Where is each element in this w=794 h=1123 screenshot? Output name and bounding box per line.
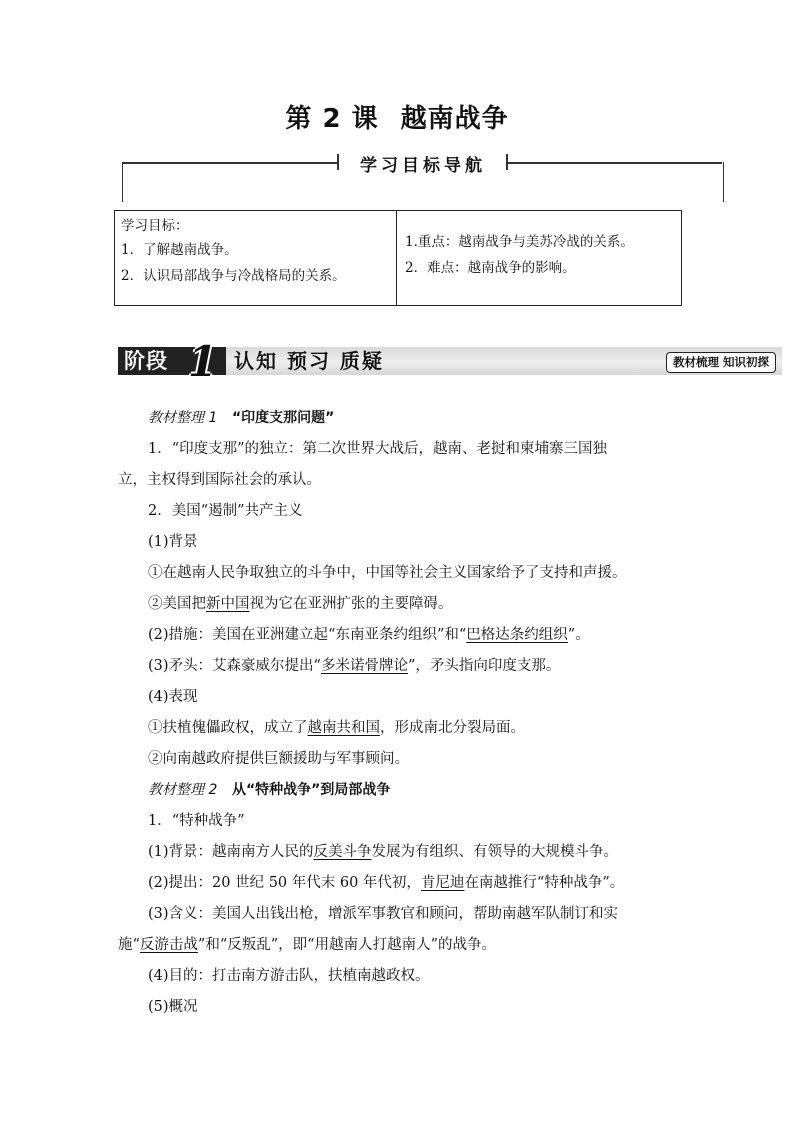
paragraph: 2．美国“遏制”共产主义 — [148, 503, 303, 519]
lesson-number: 第 2 课 — [285, 104, 379, 134]
key-term: 越南共和国 — [307, 720, 380, 736]
section-title: “印度支那问题” — [231, 410, 335, 426]
text-run: ①扶植傀儡政权，成立了 — [148, 720, 308, 736]
paragraph: ②向南越政府提供巨额援助与军事顾问。 — [148, 751, 409, 767]
key-term: 反美斗争 — [313, 844, 372, 860]
text-run: ②美国把 — [148, 596, 206, 612]
key-point: 1.重点：越南战争与美苏冷战的关系。 — [405, 234, 634, 250]
paragraph: (4)目的：打击南方游击队，扶植南越政权。 — [148, 968, 430, 984]
paragraph: 1．“特种战争” — [148, 813, 245, 829]
paragraph: (4)表现 — [148, 689, 198, 705]
section-label: 教材整理 1 — [148, 410, 218, 426]
paragraph — [118, 868, 678, 899]
section-title: 从“特种战争”到局部战争 — [231, 782, 391, 798]
text-run: (3)矛头：艾森豪威尔提出“ — [148, 658, 321, 674]
section-label: 教材整理 2 — [148, 782, 218, 798]
text-run: ”，矛头指向印度支那。 — [407, 658, 561, 674]
section2-heading — [118, 775, 678, 806]
goals-right-cell — [397, 211, 681, 305]
nav-divider-right — [508, 162, 722, 164]
goal-item: 2．认识局部战争与冷战格局的关系。 — [121, 268, 346, 284]
nav-label: 学习目标导航 — [360, 156, 486, 176]
content-body — [118, 403, 678, 1023]
paragraph — [118, 651, 678, 682]
text-run: ，形成南北分裂局面。 — [380, 720, 525, 736]
text-run: (2)提出：20 世纪 50 年代末 60 年代初， — [148, 875, 421, 891]
goals-heading: 学习目标： — [121, 218, 189, 234]
paragraph — [118, 620, 678, 651]
text-run: 视为它在亚洲扩张的主要障碍。 — [249, 596, 453, 612]
paragraph — [118, 713, 678, 744]
key-term: 肯尼迪 — [420, 875, 465, 891]
text-run: ”和“反叛乱”，即“用越南人打越南人”的战争。 — [197, 937, 496, 953]
text-run: ”。 — [567, 627, 590, 643]
key-term: 反游击战 — [139, 937, 198, 953]
goals-left-cell — [115, 211, 397, 305]
nav-divider-left — [122, 162, 337, 164]
nav-tick-right — [506, 154, 508, 170]
text-run: 在南越推行“特种战争”。 — [464, 875, 625, 891]
text-run: 发展为有组织、有领导的大规模斗争。 — [371, 844, 619, 860]
paragraph: 1．“印度支那”的独立：第二次世界大战后，越南、老挝和柬埔寨三国独 — [148, 441, 608, 457]
stage-number: 1 — [188, 337, 218, 386]
paragraph — [118, 930, 678, 961]
paragraph: ①在越南人民争取独立的斗争中，中国等社会主义国家给予了支持和声援。 — [148, 565, 627, 581]
difficulty-point: 2．难点：越南战争的影响。 — [405, 260, 576, 276]
stage-word: 阶段 — [124, 349, 168, 373]
key-term: 新中国 — [206, 596, 250, 612]
text-run: (2)措施：美国在亚洲建立起“东南亚条约组织”和“ — [148, 627, 467, 643]
key-term: 巴格达条约组织 — [466, 627, 568, 643]
paragraph: (1)背景 — [148, 534, 198, 550]
goals-table — [114, 210, 682, 306]
stage-banner — [118, 337, 782, 386]
nav-tick-left — [337, 154, 339, 170]
stage-title: 认知 预习 质疑 — [234, 349, 384, 373]
lesson-title — [0, 98, 794, 135]
paragraph: 立，主权得到国际社会的承认。 — [118, 472, 321, 488]
stage-tag: 教材梳理 知识初探 — [666, 352, 776, 373]
section1-heading — [118, 403, 678, 434]
lesson-name: 越南战争 — [400, 104, 509, 134]
goal-item: 1．了解越南战争。 — [121, 242, 238, 258]
paragraph: (3)含义：美国人出钱出枪，增派军事教官和顾问，帮助南越军队制订和实 — [148, 906, 619, 922]
key-term: 多米诺骨牌论 — [320, 658, 408, 674]
paragraph — [118, 837, 678, 868]
text-run: (1)背景：越南南方人民的 — [148, 844, 314, 860]
text-run: 施“ — [118, 937, 140, 953]
paragraph: (5)概况 — [148, 999, 198, 1015]
paragraph — [118, 589, 678, 620]
